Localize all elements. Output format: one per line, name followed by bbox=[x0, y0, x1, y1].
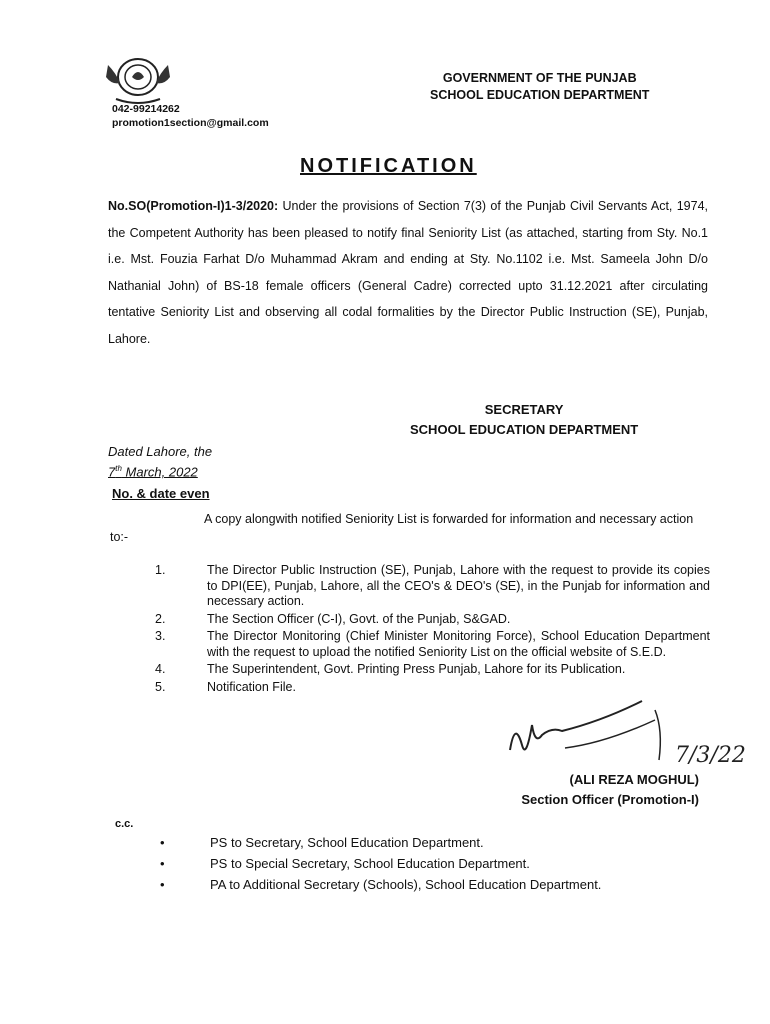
secretary-title: SECRETARY bbox=[484, 402, 564, 417]
distribution-list bbox=[155, 563, 710, 697]
email-address: promotion1section@gmail.com bbox=[112, 117, 269, 129]
bullet-icon: • bbox=[160, 835, 165, 850]
bullet-icon: • bbox=[160, 856, 165, 871]
list-item: 3. The Director Monitoring (Chief Minister Monitoring Force), School Education Department with the request to upload the notified Seniority List on the official website of S.E.D. bbox=[155, 629, 710, 659]
list-item: 1. The Director Public Instruction (SE), Punjab, Lahore with the request to provide its copies to DPI(EE), Punjab, Lahore, all the CEO's & DEO's (SE), in the Punjab for information and necessary action. bbox=[155, 563, 710, 608]
gov-line-2: SCHOOL EDUCATION DEPARTMENT bbox=[430, 88, 650, 102]
copy-forward-text: A copy alongwith notified Seniority List is forwarded for information and necessary action to:- bbox=[110, 512, 694, 544]
list-item: 2. The Section Officer (C-I), Govt. of the Punjab, S&GAD. bbox=[155, 611, 511, 626]
secretary-block bbox=[410, 400, 638, 440]
list-item: • PS to Secretary, School Education Department. bbox=[160, 832, 601, 853]
contact-block bbox=[112, 102, 269, 130]
bullet-icon: • bbox=[160, 877, 165, 892]
officer-block bbox=[464, 770, 699, 810]
list-item: • PA to Additional Secretary (Schools), School Education Department. bbox=[160, 874, 601, 895]
punjab-government-logo-icon bbox=[98, 55, 178, 107]
dated-date: 7th March, 2022 bbox=[108, 464, 198, 480]
list-item: 4. The Superintendent, Govt. Printing Press Punjab, Lahore for its Publication. bbox=[155, 662, 626, 676]
reference-number: No.SO(Promotion-I)1-3/2020: bbox=[108, 199, 279, 213]
gov-line-1: GOVERNMENT OF THE PUNJAB bbox=[442, 71, 637, 85]
department-header bbox=[430, 70, 649, 104]
notification-text: Under the provisions of Section 7(3) of the Punjab Civil Servants Act, 1974, the Competent Authority has been pleased to notify final Seniority List (as attached, starting from Sty. No.1 i.e. Mst. Fouzia Farhat D/o Muhammad Akram and ending at Sty. No.1102 i.e. Mst. Sameela John D/o Nathanial John) of BS-18 female officers (General Cadre) corrected upto 31.12.2021 after circulating tentative Seniority List and observing all codal formalities by the Director Public Instruction (SE), Punjab, Lahore. bbox=[108, 199, 708, 346]
cc-list bbox=[160, 832, 601, 895]
notification-body bbox=[108, 193, 708, 352]
officer-designation: Section Officer (Promotion-I) bbox=[521, 792, 699, 807]
cc-label: c.c. bbox=[115, 818, 134, 830]
secretary-department: SCHOOL EDUCATION DEPARTMENT bbox=[410, 422, 639, 437]
officer-name: (ALI REZA MOGHUL) bbox=[569, 772, 699, 787]
dated-place: Dated Lahore, the bbox=[108, 444, 213, 459]
document-title: NOTIFICATION bbox=[300, 155, 477, 177]
dated-block bbox=[108, 443, 212, 480]
phone-number: 042-99214262 bbox=[112, 103, 180, 115]
no-date-even: No. & date even bbox=[112, 486, 210, 501]
list-item: 5. Notification File. bbox=[155, 679, 296, 694]
signature-date: 7/3/22 bbox=[675, 743, 746, 768]
list-item: • PS to Special Secretary, School Education Department. bbox=[160, 853, 601, 874]
